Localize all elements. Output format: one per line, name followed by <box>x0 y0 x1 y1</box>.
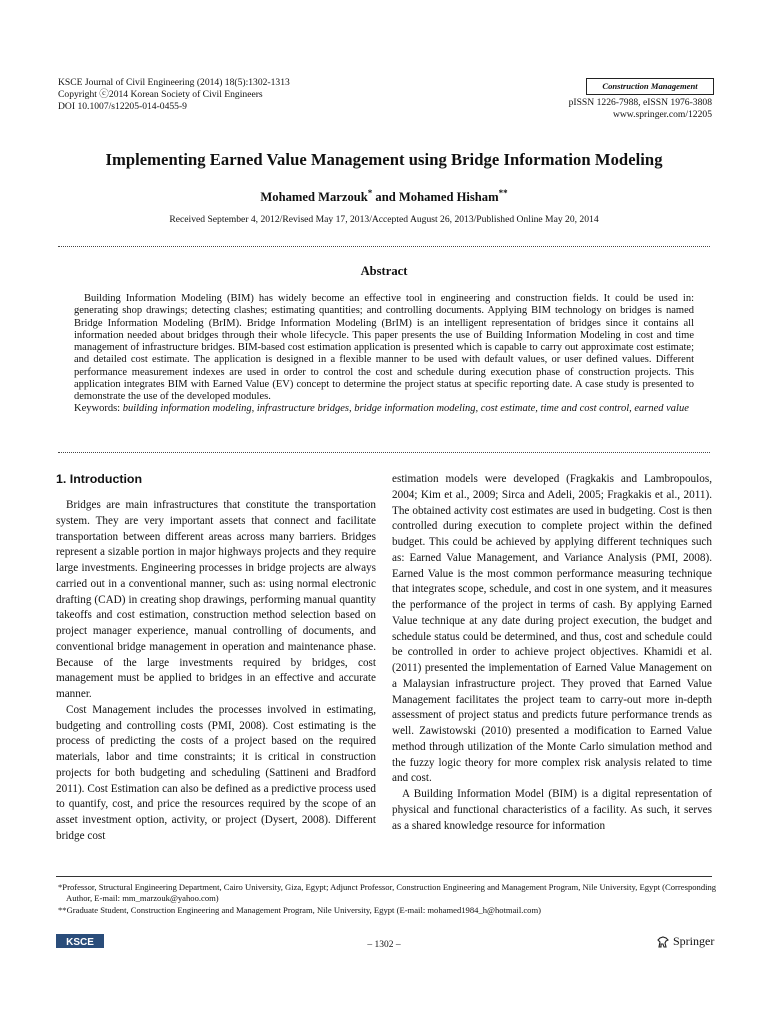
author-separator: and <box>372 190 399 205</box>
received-dates: Received September 4, 2012/Revised May 17, 2013/Accepted August 26, 2013/Published Online May 20, 2014 <box>169 214 599 225</box>
author-2-mark: ** <box>498 188 508 198</box>
copyright-line: Copyright ⓒ2014 Korean Society of Civil Engineers <box>58 89 263 101</box>
author-1-mark: * <box>367 188 373 198</box>
footnote-rule <box>56 876 712 877</box>
journal-citation: KSCE Journal of Civil Engineering (2014) 18(5):1302-1313 <box>58 77 290 88</box>
doi-line: DOI 10.1007/s12205-014-0455-9 <box>58 101 187 113</box>
keywords-line <box>74 403 694 415</box>
paragraph: A Building Information Model (BIM) is a digital representation of physical and functional characteristics of a facility. As such, it serves as a shared knowledge resource for information <box>392 788 712 832</box>
issn-info <box>569 97 712 121</box>
section-heading-introduction: 1. Introduction <box>56 472 143 486</box>
paper-title: Implementing Earned Value Management using Bridge Information Modeling <box>105 150 663 169</box>
footnotes <box>58 882 718 916</box>
author-line <box>0 188 768 205</box>
paragraph: Cost Management includes the processes involved in estimating, budgeting and controlling costs (PMI, 2008). Cost estimating is the process of predicting the costs of a project based on the required materials, labor and time constraints; it is critical in construction projects for both budgeting and scheduling (Sattineni and Bradford 2011). Cost Estimation can also be defined as a predictive process used to quantify, cost, and price the resources required by the scope of an asset investment option, activity, or project (Dysert, 2008). Different bridge cost <box>56 703 376 842</box>
publisher-name: Springer <box>673 934 715 948</box>
author-1: Mohamed Marzouk <box>260 190 368 205</box>
divider-top <box>58 246 710 247</box>
abstract-block <box>74 293 694 416</box>
keywords-label: Keywords: <box>74 403 123 415</box>
body-column-right <box>392 472 712 834</box>
footnote-2: **Graduate Student, Construction Engineering and Management Program, Nile University, Egypt (E-mail: mohamed1984_h@hotmail.com) <box>58 904 542 915</box>
journal-info <box>58 77 290 114</box>
abstract-heading: Abstract <box>360 264 408 278</box>
paragraph: Bridges are main infrastructures that constitute the transportation system. They are very important assets that connect and facilitate transportation between different areas across many barriers. Bridges represent a sizable portion in major highways projects and they require large investments. Engineering processes in bridge projects are always carried out in a conventional manner, such as: using normal electronic drafting (CAD) in creating shop drawings, performing manual quantity takeoffs and cost estimation, construction method selection based on project manager experience, manual controlling of documents, and conventional bridge management in operation and maintenance phase. Because of the large investments required by bridges, cost management must be applied to bridges in an effective and accurate manner. <box>56 499 376 700</box>
body-column-left <box>56 470 376 845</box>
publisher-mark <box>656 934 714 949</box>
author-2: Mohamed Hisham <box>398 190 499 205</box>
springer-horse-icon <box>656 935 670 949</box>
paragraph: estimation models were developed (Fragkakis and Lambropoulos, 2004; Kim et al., 2009; Sirca and Adeli, 2005; Fragkakis et al., 2011). The obtained activity cost estimates are used in budgeting. Cost is then controlled during execution to complete project within the defined budget. This could be achieved by applying different techniques such as: Earned Value Management, and Variance Analysis (PMI, 2008). Earned Value is the most common performance measuring technique that integrates scope, schedule, and cost in one system, and it measures the performance of the project in terms of cash. By applying Earned Value technique at any date during project execution, the budget and schedule status could be determined, and thus, cost and schedule could be controlled in order to achieve project objectives. Khamidi et al. (2011) presented the implementation of Earned Value Management on a Malaysian infrastructure project. They proved that Earned Value Management facilitates the project team to carry-out more in-depth assessment of project status and predicts future performance trends as well. Zawistowski (2010) presented a modification to Earned Value method through utilization of the Monte Carlo simulation method and the fuzzy logic theory for more complex risk analysis related to time and cost. <box>392 473 712 785</box>
logo-text: KSCE <box>66 937 94 948</box>
divider-bottom <box>58 452 710 453</box>
keywords-values: building information modeling, infrastructure bridges, bridge information modeling, cost estimate, time and cost control, earned value <box>122 403 689 415</box>
journal-url[interactable]: www.springer.com/12205 <box>612 109 712 121</box>
issn-line: pISSN 1226-7988, eISSN 1976-3808 <box>568 97 712 108</box>
footnote-1: *Professor, Structural Engineering Department, Cairo University, Giza, Egypt; Adjunct Professor, Construction Engineering and Management Program, Nile University, Egypt (Corresponding Author, E-mail: mm_marzouk@yahoo.com) <box>58 882 717 904</box>
section-label: Construction Management <box>586 78 714 95</box>
abstract-text: Building Information Modeling (BIM) has widely become an effective tool in engineering and construction fields. It could be used in: generating shop drawings; detecting clashes; estimating quantities; and controlling documents. Applying BIM technology on bridges is named Bridge Information Modeling (BrIM). Bridge Information Modeling (BrIM) is an intelligent representation of bridges since it contains all information needed about bridges through their whole lifecycle. This paper presents the use of Building Information Modeling in cost and time management of infrastructure bridges. BIM-based cost estimation application is presented which is capable to carry out approximate cost estimate; and detailed cost estimate. The application is designed in a flexible manner to be used with default values, or user defined values. Different performance measurement indexes are used in order to control the cost and schedule during execution phase of construction projects. This application integrates BIM with Earned Value (EV) concept to determine the project status at specific reporting date. A case study is presented to demonstrate the use of the developed modules. <box>74 293 694 402</box>
page-number: – 1302 – <box>367 940 401 950</box>
